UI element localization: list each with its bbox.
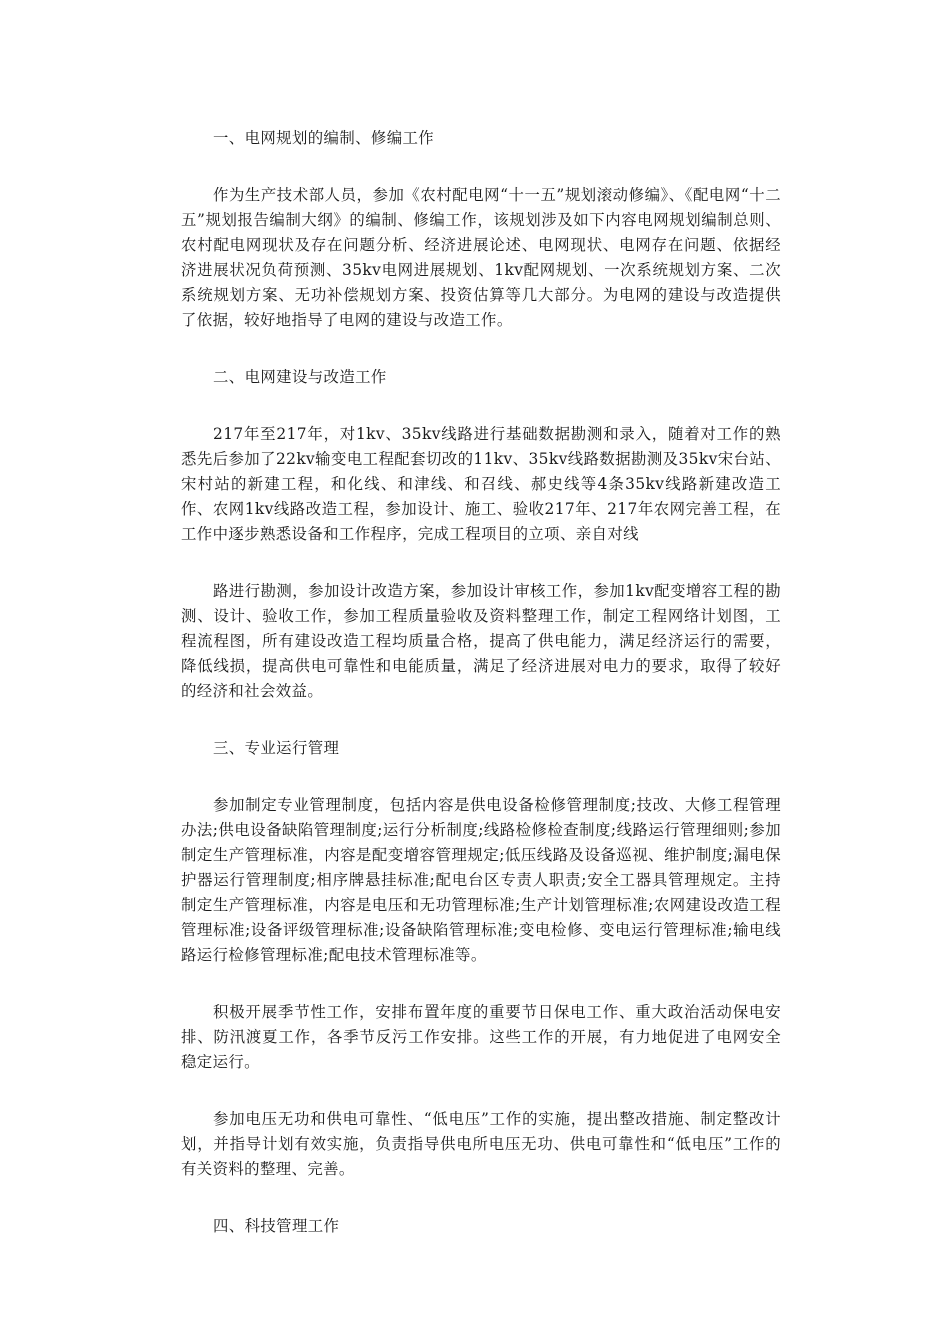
paragraph: 路进行勘测，参加设计改造方案，参加设计审核工作，参加1kv配变增容工程的勘测、设计、验收工作，参加工程质量验收及资料整理工作，制定工程网络计划图，工程流程图，所有建设改造工程均质量合格，提高了供电能力，满足经济运行的需要，降低线损，提高供电可靠性和电能质量，满足了经济进展对电力的要求，取得了较好的经济和社会效益。 — [181, 582, 781, 700]
section-heading-1: 一、电网规划的编制、修编工作 — [213, 129, 435, 147]
paragraph: 217年至217年，对1kv、35kv线路进行基础数据勘测和录入，随着对工作的熟悉先后参加了22kv输变电工程配套切改的11kv、35kv线路数据勘测及35kv宋台站、宋村站的新建工程，和化线、和津线、和召线、郝史线等4条35kv线路新建改造工作、农网1kv线路改造工程，参加设计、施工、验收217年、217年农网完善工程，在工作中逐步熟悉设备和工作程序，完成工程项目的立项、亲自对线 — [181, 425, 781, 543]
document-body — [181, 126, 781, 1271]
paragraph: 参加制定专业管理制度，包括内容是供电设备检修管理制度;技改、大修工程管理办法;供电设备缺陷管理制度;运行分析制度;线路检修检查制度;线路运行管理细则;参加制定生产管理标准，内容是配变增容管理规定;低压线路及设备巡视、维护制度;漏电保护器运行管理制度;相序牌悬挂标准;配电台区专责人职责;安全工器具管理规定。主持制定生产管理标准，内容是电压和无功管理标准;生产计划管理标准;农网建设改造工程管理标准;设备评级管理标准;设备缺陷管理标准;变电检修、变电运行管理标准;输电线路运行检修管理标准;配电技术管理标准等。 — [181, 796, 781, 964]
section-heading-3: 三、专业运行管理 — [213, 739, 340, 757]
section-heading-4: 四、科技管理工作 — [213, 1217, 340, 1235]
paragraph: 积极开展季节性工作，安排布置年度的重要节日保电工作、重大政治活动保电安排、防汛渡夏工作，各季节反污工作安排。这些工作的开展，有力地促进了电网安全稳定运行。 — [181, 1003, 781, 1071]
paragraph: 参加电压无功和供电可靠性、“低电压”工作的实施，提出整改措施、制定整改计划，并指导计划有效实施，负责指导供电所电压无功、供电可靠性和“低电压”工作的有关资料的整理、完善。 — [181, 1110, 781, 1178]
section-heading-2: 二、电网建设与改造工作 — [213, 368, 387, 386]
paragraph: 作为生产技术部人员，参加《农村配电网“十一五”规划滚动修编》、《配电网“十二五”规划报告编制大纲》的编制、修编工作，该规划涉及如下内容电网规划编制总则、农村配电网现状及存在问题分析、经济进展论述、电网现状、电网存在问题、依据经济进展状况负荷预测、35kv电网进展规划、1kv配网规划、一次系统规划方案、二次系统规划方案、无功补偿规划方案、投资估算等几大部分。为电网的建设与改造提供了依据，较好地指导了电网的建设与改造工作。 — [181, 186, 781, 329]
